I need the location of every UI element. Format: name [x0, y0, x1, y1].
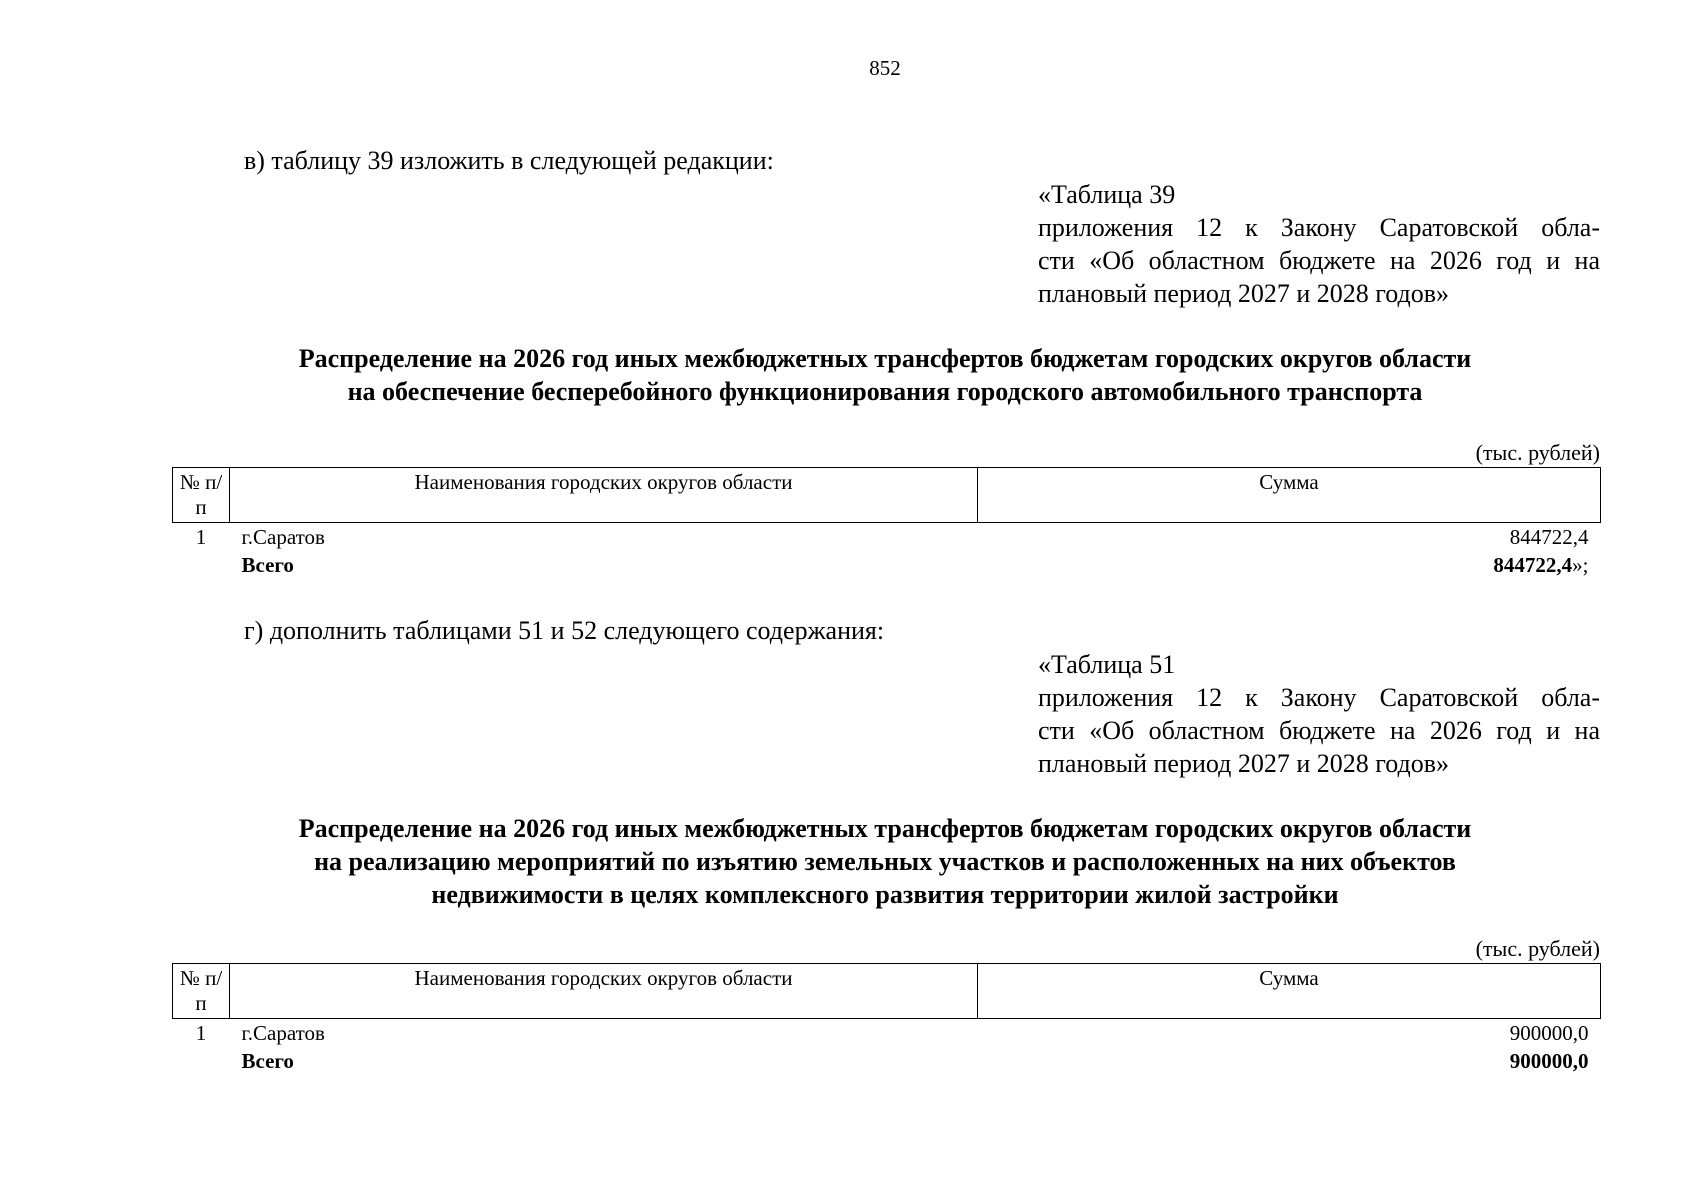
table-row [173, 1019, 1601, 1048]
table-reference-39 [1038, 178, 1600, 310]
row-sum: 844722,4 [1509, 525, 1589, 549]
total-sum-cell [978, 1047, 1601, 1075]
units-label: (тыс. рублей) [1475, 936, 1600, 961]
column-header-name: Наименования городских округов области [230, 468, 978, 523]
reference-line: сти «Об областном бюджете на 2026 год и на [1038, 246, 1600, 275]
row-number: 1 [195, 525, 207, 549]
table-total-row [173, 1047, 1601, 1075]
row-sum: 900000,0 [1509, 1021, 1589, 1045]
column-header-number: № п/п [173, 964, 230, 1019]
row-number: 1 [195, 1021, 207, 1045]
title-line: на реализацию мероприятий по изъятию земельных участков и расположенных на них объектов [314, 847, 1456, 876]
reference-line: плановый период 2027 и 2028 годов» [1038, 279, 1450, 308]
closing-quote: »; [1572, 553, 1589, 577]
total-label: Всего [241, 1049, 294, 1073]
title-line: недвижимости в целях комплексного развития территории жилой застройки [431, 880, 1339, 909]
reference-line: сти «Об областном бюджете на 2026 год и на [1038, 716, 1600, 745]
table-title [140, 812, 1630, 911]
table-total-row [173, 551, 1601, 579]
title-line: Распределение на 2026 год иных межбюджетных трансфертов бюджетам городских округов области [298, 814, 1472, 843]
row-name: г.Саратов [241, 525, 325, 549]
table-header-row [173, 964, 1601, 1019]
total-label: Всего [241, 553, 294, 577]
table-reference-51 [1038, 648, 1600, 780]
distribution-table-51 [172, 963, 1601, 1075]
total-sum-cell [978, 551, 1601, 579]
reference-line: «Таблица 51 [1038, 650, 1176, 679]
column-header-number: № п/п [173, 468, 230, 523]
row-name: г.Саратов [241, 1021, 325, 1045]
reference-line: приложения 12 к Закону Саратовской обла- [1038, 213, 1600, 242]
page-number: 852 [869, 56, 901, 80]
table-title [140, 342, 1630, 408]
reference-line: «Таблица 39 [1038, 180, 1176, 209]
table-header-row [173, 468, 1601, 523]
title-line: Распределение на 2026 год иных межбюджетных трансфертов бюджетам городских округов области [298, 344, 1472, 373]
amendment-paragraph-v: в) таблицу 39 изложить в следующей редакции: [244, 146, 774, 175]
reference-line: приложения 12 к Закону Саратовской обла- [1038, 683, 1600, 712]
total-sum: 900000,0 [1509, 1049, 1589, 1073]
distribution-table-39 [172, 467, 1601, 579]
column-header-sum: Сумма [978, 468, 1601, 523]
reference-line: плановый период 2027 и 2028 годов» [1038, 749, 1450, 778]
amendment-paragraph-g: г) дополнить таблицами 51 и 52 следующего содержания: [244, 616, 885, 645]
column-header-sum: Сумма [978, 964, 1601, 1019]
column-header-name: Наименования городских округов области [230, 964, 978, 1019]
table-row [173, 523, 1601, 552]
title-line: на обеспечение бесперебойного функционирования городского автомобильного транспорта [347, 377, 1423, 406]
total-sum: 844722,4 [1493, 553, 1573, 577]
units-label: (тыс. рублей) [1475, 440, 1600, 465]
